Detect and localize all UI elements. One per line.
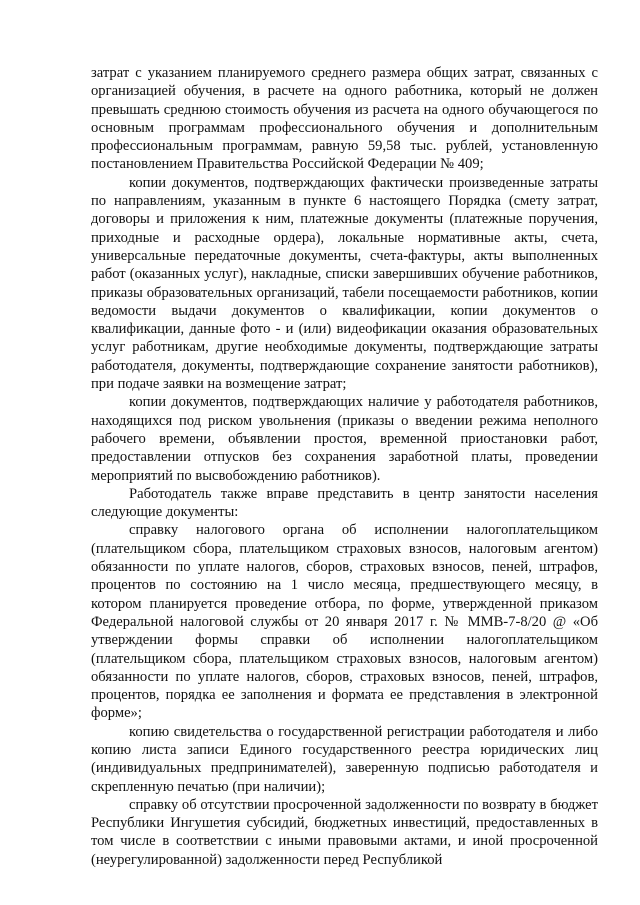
paragraph-tax-certificate: справку налогового органа об исполнении налогоплательщиком (плательщиком сбора, плательщиком страховых взносов, налоговым агентом) обязанности по уплате налогов, сборов, страховых взносов, пеней, штрафов, процентов по состоянию на 1 число месяца, предшествующего месяцу, в котором планируется проведение отбора, по форме, утвержденной приказом Федеральной налоговой службы от 20 января 2017 г. № ММВ-7-8/20 @ «Об утверждении формы справки об исполнении налогоплательщиком (плательщиком сбора, плательщиком страховых взносов, налоговым агентом) обязанности по уплате налогов, сборов, страховых взносов, пеней, штрафов, процентов, порядка ее заполнения и формата ее представления в электронной форме»; — [91, 522, 598, 722]
paragraph-dismissal-risk-documents: копии документов, подтверждающих наличие у работодателя работников, находящихся под риском увольнения (приказы о введении режима неполного рабочего времени, объявлении простоя, временной приостановки работ, предоставлении отпусков без сохранения заработной платы, проведении мероприятий по высвобождению работников). — [91, 394, 598, 484]
paragraph-debt-certificate: справку об отсутствии просроченной задолженности по возврату в бюджет Республики Ингушетия субсидий, бюджетных инвестиций, предоставленных в том числе в соответствии с иными правовыми актами, и иной просроченной (неурегулированной) задолженности перед Республикой — [91, 796, 598, 868]
paragraph-registration-certificate: копию свидетельства о государственной регистрации работодателя и либо копию листа записи Единого государственного реестра юридических лиц (индивидуальных предпринимателей), заверенную подписью работодателя и скрепленную печатью (при наличии); — [91, 723, 598, 795]
document-page — [91, 64, 598, 869]
paragraph-expense-documents: копии документов, подтверждающих фактически произведенные затраты по направлениям, указанным в пункте 6 настоящего Порядка (смету затрат, договоры и приложения к ним, платежные документы (платежные поручения, приходные и расходные ордера), локальные нормативные акты, счета, универсальные передаточные документы, счета-фактуры, акты выполненных работ (оказанных услуг), накладные, списки завершивших обучение работников, приказы образовательных организаций, табели посещаемости работников, копии ведомости выдачи документов о квалификации, копии документов о квалификации, данные фото - и (или) видеофикации оказания образовательных услуг работникам, другие необходимые документы, подтверждающие затраты работодателя, документы, подтверждающие сохранение занятости работников), при подаче заявки на возмещение затрат; — [91, 174, 598, 393]
paragraph-optional-documents-intro: Работодатель также вправе представить в центр занятости населения следующие документы: — [91, 485, 598, 521]
paragraph-costs-estimate: затрат с указанием планируемого среднего размера общих затрат, связанных с организацией обучения, в расчете на одного работника, который не должен превышать среднюю стоимость обучения из расчета на одного обучающегося по основным программам профессионального обучения и дополнительным профессиональным программам, равную 59,58 тыс. рублей, установленную постановлением Правительства Российской Федерации № 409; — [91, 65, 598, 173]
